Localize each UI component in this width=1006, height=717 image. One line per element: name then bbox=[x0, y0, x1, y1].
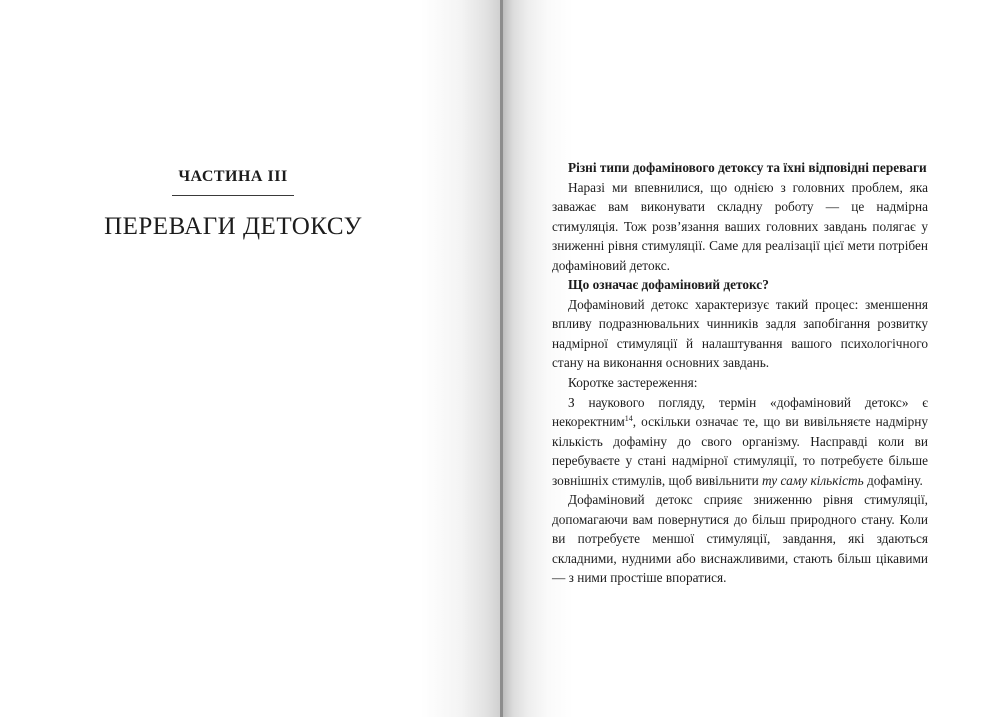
paragraph: Наразі ми впевнилися, що однією з головних проблем, яка заважає вам виконувати складну роботу — це надмірна стимуляція. Тож розв’язання ваших головних завдань полягає у зниженні рівня стимуляції. Саме для реалізації цієї мети потрібен дофаміновий детокс. bbox=[552, 179, 928, 273]
paragraph bbox=[552, 393, 928, 491]
footnote-reference: 14 bbox=[624, 414, 633, 424]
emphasized-text: ту саму кількість bbox=[762, 472, 864, 488]
paragraph: Коротке застереження: bbox=[568, 375, 698, 391]
part-title: ПЕРЕВАГИ ДЕТОКСУ bbox=[104, 213, 362, 240]
part-label: ЧАСТИНА III bbox=[178, 168, 288, 185]
paragraph-text: , оскільки означає те, що ви вивільняєте надмірну кількість дофаміну до свого організму. Насправді коли ви перебуваєте у стані надмірної стимуляції, то потребуєте більше зовнішніх стимулів, щоб вивільнити bbox=[552, 414, 928, 488]
left-page bbox=[0, 0, 501, 717]
part-divider bbox=[172, 195, 294, 196]
paragraph: Дофаміновий детокс характеризує такий процес: зменшення впливу подразнювальних чинників задля запобігання розвитку надмірної стимуляції й налаштування вашого психологічного стану на виконання основних завдань. bbox=[552, 296, 928, 371]
paragraph: Дофаміновий детокс сприяє зниженню рівня стимуляції, допомагаючи вам повернутися до більш природного стану. Коли ви потребуєте меншої стимуляції, завдання, які здаються складними, нудними або виснажливими, стають більш цікавими — з ними простіше впоратися. bbox=[552, 492, 928, 586]
paragraph-text: З наукового погляду, термін «дофаміновий детокс» є некоректним bbox=[552, 394, 928, 430]
paragraph-text: дофаміну. bbox=[863, 472, 923, 488]
right-page-text bbox=[552, 158, 928, 588]
section-heading: Різні типи дофамінового детоксу та їхні відповідні переваги bbox=[568, 160, 927, 175]
section-heading: Що означає дофаміновий детокс? bbox=[568, 277, 769, 293]
